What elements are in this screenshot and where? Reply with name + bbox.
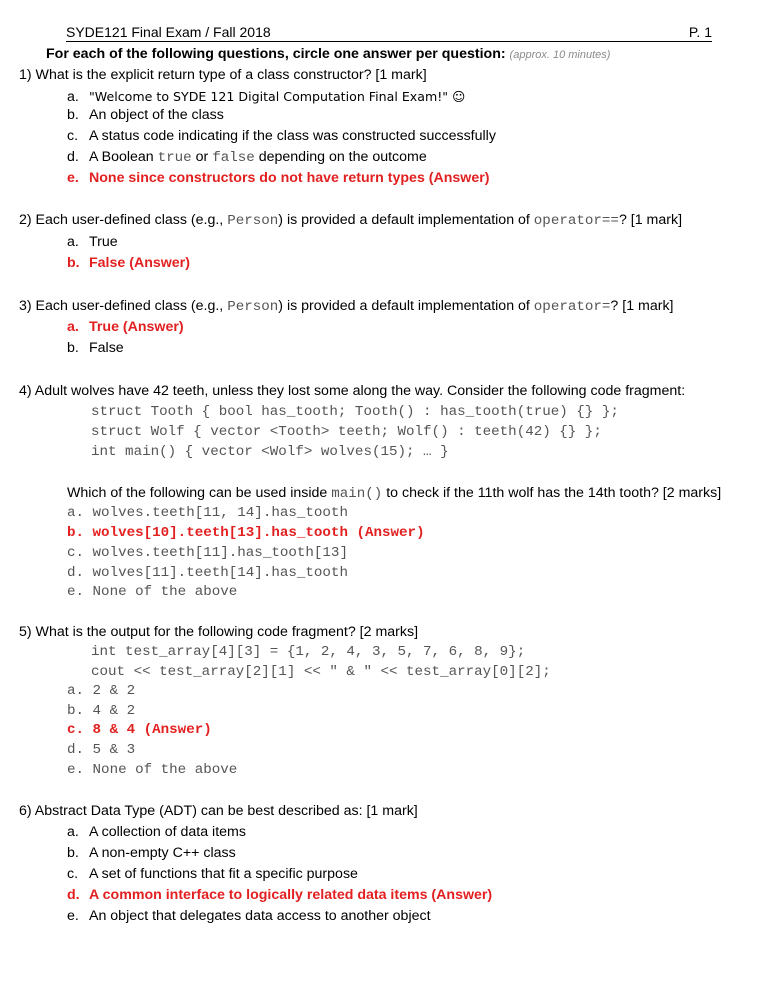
page-header bbox=[66, 22, 712, 42]
q2-code-operator: operator== bbox=[533, 213, 619, 229]
q1-option-d bbox=[67, 147, 427, 168]
option-letter: b. bbox=[67, 845, 79, 861]
q4-code-line-2: struct Wolf { vector <Tooth> teeth; Wolf() : teeth(42) {} }; bbox=[91, 424, 602, 440]
option-letter: a. bbox=[67, 89, 79, 105]
q4-prompt-code: main() bbox=[331, 486, 383, 502]
q5-option-a: a. 2 & 2 bbox=[67, 683, 136, 699]
q4-option-b: b. wolves[10].teeth[13].has_tooth (Answer) bbox=[67, 525, 425, 541]
option-letter: b. bbox=[67, 340, 79, 356]
q6-option-c-text: A set of functions that fit a specific purpose bbox=[89, 866, 358, 882]
q3-option-b-text: False bbox=[89, 340, 124, 356]
q1-text: 1) What is the explicit return type of a class constructor? [1 mark] bbox=[19, 67, 427, 83]
q6-option-e bbox=[67, 906, 431, 926]
q6-option-a-text: A collection of data items bbox=[89, 824, 246, 840]
option-letter: a. bbox=[67, 319, 79, 335]
q3-text bbox=[19, 296, 674, 317]
q1-option-c-text: A status code indicating if the class was constructed successfully bbox=[89, 128, 496, 144]
q1-option-c bbox=[67, 126, 496, 146]
q3-code-person: Person bbox=[227, 299, 279, 315]
q3-pre: 3) Each user-defined class (e.g., bbox=[19, 298, 228, 314]
q5-option-b: b. 4 & 2 bbox=[67, 703, 136, 719]
q3-mid: ) is provided a default implementation of bbox=[278, 298, 534, 314]
code-false: false bbox=[212, 150, 255, 166]
q3-code-operator: operator= bbox=[533, 299, 611, 315]
option-letter: c. bbox=[67, 128, 79, 144]
q5-code-line-1: int test_array[4][3] = {1, 2, 4, 3, 5, 7, 6, 8, 9}; bbox=[91, 644, 526, 660]
instructions-note: (approx. 10 minutes) bbox=[509, 49, 611, 61]
q5-option-c: c. 8 & 4 (Answer) bbox=[67, 722, 212, 738]
option-letter: a. bbox=[67, 824, 79, 840]
q4-code-line-3: int main() { vector <Wolf> wolves(15); … } bbox=[91, 444, 449, 460]
q4-prompt-pre: Which of the following can be used inside bbox=[67, 485, 332, 501]
q2-pre: 2) Each user-defined class (e.g., bbox=[19, 212, 228, 228]
q4-option-c: c. wolves.teeth[11].has_tooth[13] bbox=[67, 545, 348, 561]
code-true: true bbox=[157, 150, 192, 166]
q6-option-a bbox=[67, 822, 246, 842]
instructions-text: For each of the following questions, circle one answer per question: bbox=[46, 46, 506, 62]
option-letter: d. bbox=[67, 887, 80, 903]
option-letter: c. bbox=[67, 866, 79, 882]
q1-option-b-text: An object of the class bbox=[89, 107, 224, 123]
q2-code-person: Person bbox=[227, 213, 279, 229]
q6-text: 6) Abstract Data Type (ADT) can be best described as: [1 mark] bbox=[19, 803, 418, 819]
q1-option-a-text: "Welcome to SYDE 121 Digital Computation Final Exam!" ☺ bbox=[89, 89, 466, 104]
q6-option-b bbox=[67, 843, 236, 863]
q1-option-d-pre: A Boolean bbox=[89, 149, 158, 165]
q2-option-a bbox=[67, 232, 118, 252]
q1-option-e bbox=[67, 168, 489, 188]
q6-option-c bbox=[67, 864, 358, 884]
q2-option-b-text: False (Answer) bbox=[89, 255, 190, 271]
option-letter: e. bbox=[67, 908, 79, 924]
option-letter: b. bbox=[67, 255, 80, 271]
option-letter: a. bbox=[67, 234, 79, 250]
page-number: P. 1 bbox=[688, 24, 712, 40]
q4-prompt-post: to check if the 11th wolf has the 14th tooth? [2 marks] bbox=[382, 485, 722, 501]
q1-option-a bbox=[67, 87, 465, 107]
q2-option-b bbox=[67, 253, 190, 273]
q4-code-line-1: struct Tooth { bool has_tooth; Tooth() : has_tooth(true) {} }; bbox=[91, 404, 619, 420]
option-letter: d. bbox=[67, 149, 79, 165]
q3-option-a-text: True (Answer) bbox=[89, 319, 184, 335]
q1-option-d-or: or bbox=[191, 149, 213, 165]
q4-option-e: e. None of the above bbox=[67, 584, 238, 600]
q4-prompt bbox=[67, 483, 721, 504]
q4-option-a: a. wolves.teeth[11, 14].has_tooth bbox=[67, 505, 348, 521]
q6-option-d bbox=[67, 885, 492, 905]
q5-text: 5) What is the output for the following code fragment? [2 marks] bbox=[19, 624, 419, 640]
q6-option-e-text: An object that delegates data access to another object bbox=[89, 908, 431, 924]
q1-option-b bbox=[67, 105, 224, 125]
instructions bbox=[46, 44, 610, 65]
q5-code-line-2: cout << test_array[2][1] << " & " << test_array[0][2]; bbox=[91, 664, 551, 680]
q4-text: 4) Adult wolves have 42 teeth, unless they lost some along the way. Consider the following code fragment: bbox=[19, 383, 686, 399]
q1-option-e-text: None since constructors do not have return types (Answer) bbox=[89, 170, 490, 186]
option-letter: e. bbox=[67, 170, 79, 186]
header-title: SYDE121 Final Exam / Fall 2018 bbox=[66, 24, 271, 40]
q5-option-d: d. 5 & 3 bbox=[67, 742, 136, 758]
option-letter: b. bbox=[67, 107, 79, 123]
q3-post: ? [1 mark] bbox=[610, 298, 674, 314]
q2-option-a-text: True bbox=[89, 234, 118, 250]
q2-text bbox=[19, 210, 682, 231]
q1-option-d-post: depending on the outcome bbox=[254, 149, 427, 165]
q3-option-b bbox=[67, 338, 124, 358]
q6-option-b-text: A non-empty C++ class bbox=[89, 845, 236, 861]
q3-option-a bbox=[67, 317, 184, 337]
q4-option-d: d. wolves[11].teeth[14].has_tooth bbox=[67, 565, 348, 581]
q2-mid: ) is provided a default implementation of bbox=[278, 212, 534, 228]
q6-option-d-text: A common interface to logically related data items (Answer) bbox=[89, 887, 493, 903]
q5-option-e: e. None of the above bbox=[67, 762, 238, 778]
q2-post: ? [1 mark] bbox=[618, 212, 683, 228]
